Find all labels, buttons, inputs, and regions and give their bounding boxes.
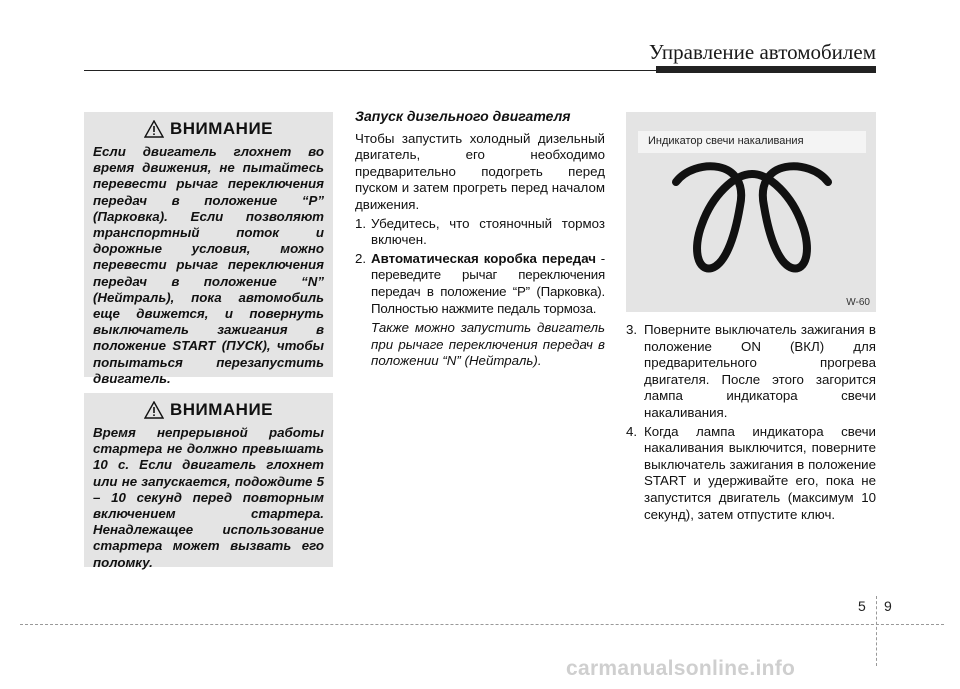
warning-title-text: ВНИМАНИЕ	[169, 119, 274, 138]
glow-plug-figure	[626, 112, 876, 312]
warning-box-starter	[84, 393, 333, 570]
watermark: carmanualsonline.info	[566, 657, 796, 680]
step-text: Убедитесь, что стояночный тормоз включен.	[371, 215, 605, 248]
warning-text: Время непрерывной работы стартера не должно превышать 10 с. Если двигатель глохнет или не запускается, подождите 5 – 10 секунд перед повторным включением стартера. Ненадлежащее использование стартера может вызвать его поломку.	[93, 425, 324, 570]
step-bold-label: Автоматическая коробка передач	[371, 250, 596, 266]
figure-code: W-60	[846, 297, 870, 308]
step-text: Поверните выключатель зажигания в положение ON (ВКЛ) для предварительного прогрева двигателя. После этого загорится лампа индикатора свечи накаливания.	[644, 322, 876, 420]
step-instruction: - переведите рычаг переключения передач в положение “P” (Парковка). Полностью нажмите педаль тормоза.	[371, 250, 605, 316]
step-number: 2.	[355, 250, 367, 266]
step-3	[626, 322, 876, 422]
warning-title	[93, 399, 324, 421]
warning-title	[93, 118, 324, 140]
step-number: 3.	[626, 322, 638, 337]
step-4	[626, 424, 876, 524]
chapter-number: 5	[858, 598, 866, 614]
step-number: 1.	[355, 215, 367, 231]
warning-triangle-icon	[144, 401, 164, 419]
warning-box-engine-stall	[84, 112, 333, 386]
header-title: Управление автомобилем	[648, 40, 876, 64]
step-text: Когда лампа индикатора свечи накаливания выключится, поверните выключатель зажигания в положение START и удерживайте его, пока не запустится двигатель (максимум 10 секунд), затем отпустите ключ.	[644, 423, 876, 522]
step-number: 4.	[626, 423, 638, 439]
warning-text: Если двигатель глохнет во время движения, не пытайтесь перевести рычаг переключения передач в положение “P” (Парковка). Если позволяют транспортный поток и дорожные условия, можно перевести рычаг переключения передач в положение “N” (Нейтраль), пока автомобиль еще движется, и повернуть выключатель зажигания в положение START (ПУСК), чтобы попытаться перезапустить двигатель.	[93, 144, 324, 386]
header-bar	[656, 66, 876, 73]
warning-triangle-icon	[144, 120, 164, 138]
step-1	[355, 216, 605, 249]
section-note: Также можно запустить двигатель при рычаге переключения передач в положении “N” (Нейтраль).	[371, 320, 605, 369]
step-2	[355, 251, 605, 317]
section-intro: Чтобы запустить холодный дизельный двигатель, его необходимо предварительно подогреть перед пуском и затем прогреть перед началом движения.	[355, 130, 605, 212]
glow-plug-indicator-icon	[668, 160, 836, 280]
section-title: Запуск дизельного двигателя	[355, 108, 571, 124]
page-number: 9	[884, 598, 892, 614]
warning-title-text: ВНИМАНИЕ	[169, 400, 274, 419]
step-text	[371, 251, 605, 317]
diesel-start-section	[355, 108, 605, 370]
footer-vertical-divider	[876, 596, 877, 666]
figure-label: Индикатор свечи накаливания	[648, 135, 804, 147]
footer-divider	[20, 624, 944, 625]
steps-right-column	[626, 320, 876, 523]
